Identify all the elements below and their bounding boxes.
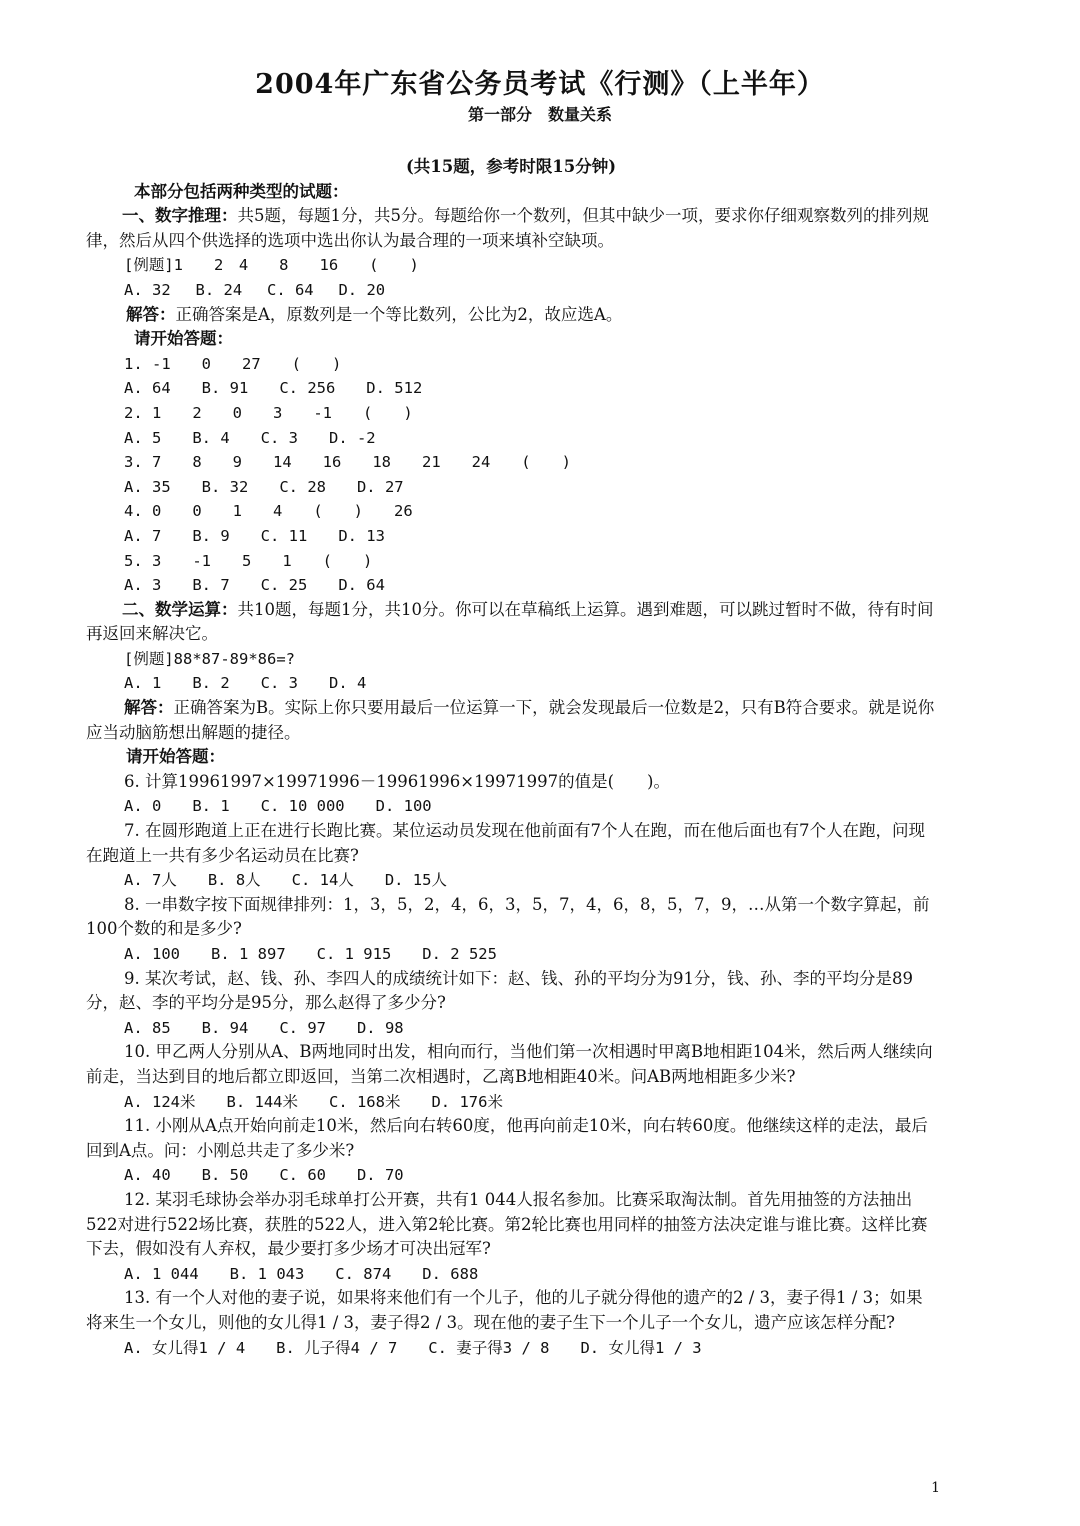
section1-paragraph bbox=[86, 204, 936, 253]
answer-text: 正确答案是A，原数列是一个等比数列，公比为2，故应选A。 bbox=[175, 304, 623, 324]
question-3-options: A. 35 B. 32 C. 28 D. 27 bbox=[124, 477, 404, 496]
section1-text: 共5题，每题1分，共5分。每题给你一个数列，但其中缺少一项，要求你仔细观察数列的排列规律，然后从四个供选择的选项中选出你认为最合理的一项来填补空缺项。 bbox=[86, 206, 929, 250]
question-4: 4. 0 0 1 4 ( ) 26 bbox=[124, 502, 413, 521]
question-11-options: A. 40 B. 50 C. 60 D. 70 bbox=[124, 1166, 404, 1185]
section2-answer bbox=[86, 696, 936, 745]
question-7: 7. 在圆形跑道上正在进行长跑比赛。某位运动员发现在他前面有7个人在跑，而在他后面也有7个人在跑，问现在跑道上一共有多少名运动员在比赛? bbox=[86, 821, 925, 865]
question-2-options: A. 5 B. 4 C. 3 D. -2 bbox=[124, 428, 376, 447]
question-1-options: A. 64 B. 91 C. 256 D. 512 bbox=[124, 379, 423, 398]
section1-answer bbox=[86, 303, 936, 328]
section2-heading: 二、数学运算： bbox=[122, 599, 238, 619]
question-8: 8. 一串数字按下面规律排列：1，3，5，2，4，6，3，5，7，4，6，8，5，7，9，…从第一个数字算起，前100个数的和是多少? bbox=[86, 894, 930, 939]
question-11: 11. 小刚从A点开始向前走10米，然后向右转60度，他再向前走10米，向右转60度。他继续这样的走法，最后回到A点。问：小刚总共走了多少米? bbox=[86, 1116, 928, 1160]
question-7-options: A. 7人 B. 8人 C. 14人 D. 15人 bbox=[124, 871, 447, 890]
section1-example: [例题]1 2 4 8 16 ( ) bbox=[124, 256, 419, 275]
question-9-options: A. 85 B. 94 C. 97 D. 98 bbox=[124, 1018, 404, 1037]
question-13: 13. 有一个人对他的妻子说，如果将来他们有一个儿子，他的儿子就分得他的遗产的2 / 3，妻子得1 / 3；如果将来生一个女儿，则他的女儿得1 / 3，妻子得2 / 3。现在他的妻子生下一个儿子一个女儿，遗产应该怎样分配? bbox=[86, 1288, 923, 1332]
question-8-options: A. 100 B. 1 897 C. 1 915 D. 2 525 bbox=[124, 945, 497, 963]
section2-text: 共10题，每题1分，共10分。你可以在草稿纸上运算。遇到难题，可以跳过暂时不做，待有时间再返回来解决它。 bbox=[86, 599, 934, 644]
question-2: 2. 1 2 0 3 -1 ( ) bbox=[124, 403, 413, 422]
page-number: 1 bbox=[931, 1480, 940, 1496]
time-note: (共15题，参考时限15分钟) bbox=[405, 157, 617, 176]
question-10-options: A. 124米 B. 144米 C. 168米 D. 176米 bbox=[124, 1092, 503, 1111]
answer-label: 解答： bbox=[126, 304, 176, 324]
question-6: 6. 计算19961997×19971996－19961996×19971997的值是( )。 bbox=[124, 771, 670, 791]
question-1: 1. -1 0 27 ( ) bbox=[124, 354, 342, 373]
question-4-options: A. 7 B. 9 C. 11 D. 13 bbox=[124, 526, 385, 545]
section1-heading: 一、数字推理： bbox=[122, 206, 238, 226]
answer-label: 解答： bbox=[124, 698, 174, 718]
document-body bbox=[86, 155, 936, 1360]
answer-text: 正确答案为B。实际上你只要用最后一位运算一下，就会发现最后一位数是2，只有B符合要求。就是说你应当动脑筋想出解题的捷径。 bbox=[86, 698, 935, 742]
question-3: 3. 7 8 9 14 16 18 21 24 ( ) bbox=[124, 453, 571, 472]
intro-text: 本部分包括两种类型的试题： bbox=[134, 181, 349, 201]
section2-example: [例题]88*87-89*86=? bbox=[124, 649, 295, 668]
section2-start: 请开始答题： bbox=[126, 747, 225, 767]
page-title: 2004年广东省公务员考试《行测》（上半年） bbox=[255, 69, 825, 100]
section2-paragraph bbox=[86, 598, 936, 647]
section1-example-options: A. 32 B. 24 C. 64 D. 20 bbox=[124, 280, 386, 299]
question-5-options: A. 3 B. 7 C. 25 D. 64 bbox=[124, 576, 385, 595]
section1-start: 请开始答题： bbox=[134, 329, 233, 349]
question-9: 9. 某次考试，赵、钱、孙、李四人的成绩统计如下：赵、钱、孙的平均分为91分，钱、孙、李的平均分是89分，赵、李的平均分是95分，那么赵得了多少分? bbox=[86, 968, 913, 1013]
question-10: 10. 甲乙两人分别从A、B两地同时出发，相向而行，当他们第一次相遇时甲离B地相距104米，然后两人继续向前走，当达到目的地后都立即返回，当第二次相遇时，乙离B地相距40米。问AB两地相距多少米? bbox=[86, 1042, 933, 1086]
section-subtitle: 第一部分 数量关系 bbox=[467, 105, 612, 124]
question-5: 5. 3 -1 5 1 ( ) bbox=[124, 551, 373, 570]
question-12-options: A. 1 044 B. 1 043 C. 874 D. 688 bbox=[124, 1264, 479, 1283]
section2-example-options: A. 1 B. 2 C. 3 D. 4 bbox=[124, 674, 367, 693]
question-12: 12. 某羽毛球协会举办羽毛球单打公开赛，共有1 044人报名参加。比赛采取淘汰制。首先用抽签的方法抽出522对进行522场比赛，获胜的522人，进入第2轮比赛。第2轮比赛也用同样的抽签方法决定谁与谁比赛。这样比赛下去，假如没有人弃权，最少要打多少场才可决出冠军? bbox=[86, 1189, 928, 1259]
question-6-options: A. 0 B. 1 C. 10 000 D. 100 bbox=[124, 797, 432, 816]
question-13-options: A. 女儿得1 / 4 B. 儿子得4 / 7 C. 妻子得3 / 8 D. 女儿得1 / 3 bbox=[124, 1338, 702, 1357]
